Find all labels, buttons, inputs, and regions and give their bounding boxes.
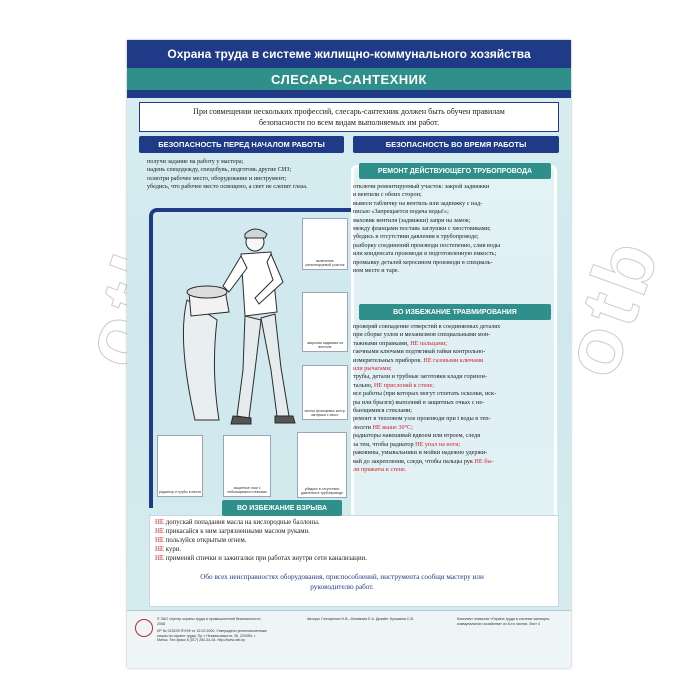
injury-text: измерительных приборов. — [353, 356, 424, 364]
pipe-repair-line: промывку деталей керосином производи в специаль- — [353, 258, 493, 266]
injury-warning: НЕ упал на ноги; — [415, 440, 461, 448]
pipe-repair-line: отключи ремонтируемый участок: закрой задвижки — [353, 183, 490, 190]
injury-line — [353, 424, 553, 432]
explosion-warning: НЕ — [155, 555, 165, 562]
goggles-image — [223, 435, 271, 497]
injury-line — [353, 323, 553, 331]
injury-warning: НЕ выше 30°С; — [372, 423, 413, 431]
explosion-line — [155, 536, 455, 545]
injury-text: ремонт в тепловом узле производи при t воды в теп- — [353, 415, 491, 423]
safety-poster — [127, 40, 571, 668]
goggles-caption: защитные очки с небьющимися стеклами — [227, 486, 267, 494]
injury-text: тально, — [353, 381, 374, 389]
pipe-repair-line: и вентили с обеих сторон; — [353, 191, 422, 199]
explosion-warning: НЕ — [155, 519, 165, 526]
during-work-heading: БЕЗОПАСНОСТЬ ВО ВРЕМЯ РАБОТЫ — [353, 136, 559, 153]
explosion-list — [155, 518, 455, 563]
pipe-repair-line: убедись в отсутствии давления в трубопроводе; — [353, 233, 479, 241]
injury-text: лосети — [353, 423, 373, 431]
injury-line — [353, 365, 553, 373]
flange-image — [302, 365, 348, 420]
injury-text: гаечными ключами подтягивай гайки контрольно- — [353, 348, 486, 356]
explosion-warning: НЕ — [155, 537, 165, 544]
injury-line — [353, 331, 553, 339]
injury-line — [353, 357, 553, 365]
injury-line — [353, 415, 553, 423]
injury-text: все работы (при которых могут отлетать осколки, иск- — [353, 390, 497, 398]
gauge-caption: убедись в отсутствии давления в трубопроводе — [300, 487, 344, 495]
injury-warning: НЕ газовыми ключами — [423, 356, 484, 364]
injury-text: при сборке узлов и механизмов специальными мон- — [353, 331, 491, 339]
pipe-repair-line: или конденсата производи в подготовленную емкость; — [353, 250, 497, 258]
footer-small-print: ЛР № 023109 ПУНФ от 15.02.2000. Утверждено уполномоченным лицом по охране труда. Пр-т Независимости, 36. 220050, г. Минск. Тел./факс 8 (017) 284-34-54. http://www.otb.by — [157, 629, 267, 642]
injury-line — [353, 348, 553, 356]
footer-set-info: Комплект плакатов «Охрана труда в системе жилищно-коммунального хозяйства» из 6-ти листов. Лист 4 — [457, 617, 551, 626]
before-work-item: осмотри рабочее место, оборудование и инструмент; — [147, 174, 287, 182]
injury-line — [353, 382, 553, 390]
pipe-repair-line: разборку соединений производи постепенно, слив воды — [353, 241, 501, 249]
gate-valve-caption: закрытая задвижка на вентиле — [306, 341, 344, 349]
injury-text: раковины, умывальники и мойки надежно удержи- — [353, 449, 488, 457]
injury-line — [353, 373, 553, 381]
before-work-list — [147, 158, 347, 192]
injury-line — [353, 449, 553, 457]
explosion-heading: ВО ИЗБЕЖАНИЕ ВЗРЫВА — [222, 500, 342, 516]
pressure-gauge-image — [297, 432, 347, 498]
injury-warning: ли прижаты к стене. — [353, 465, 407, 473]
header-strip — [127, 90, 571, 98]
explosion-warning: НЕ — [155, 528, 165, 535]
injury-warning: НЕ пальцами; — [410, 339, 448, 347]
poster-supertitle: Охрана труда в системе жилищно-коммунального хозяйства — [127, 40, 571, 68]
injury-text: вай до закрепления, следи, чтобы пальцы рук — [353, 457, 475, 465]
injury-warning: или рычагами; — [353, 365, 392, 373]
gate-valve-image — [302, 292, 348, 352]
footer-authors: Авторы: Гончаренко Н.В., Маликова Е.А. Дизайн: Кузьмина С.В. — [307, 617, 414, 621]
explosion-line — [155, 545, 455, 554]
before-work-item: получи задание на работу у мастера; — [147, 158, 244, 165]
watermark-right: otb — [544, 223, 677, 388]
explosion-text: применяй спички и зажигалки при работах внутри сети канализации. — [164, 555, 367, 562]
injury-text: радиаторы навешивай вдвоем или втроем, следя — [353, 432, 481, 440]
explosion-text: пользуйся открытым огнем. — [164, 537, 247, 544]
radiator-image — [157, 435, 203, 497]
before-work-item: надень спецодежду, спецобувь, подготовь другие СИЗ; — [147, 166, 292, 174]
injury-line — [353, 390, 553, 398]
injury-line — [353, 458, 553, 466]
before-work-heading: БЕЗОПАСНОСТЬ ПЕРЕД НАЧАЛОМ РАБОТЫ — [139, 136, 344, 153]
pipe-repair-line: писью «Запрещается подача воды!»; — [353, 208, 449, 216]
explosion-line — [155, 527, 455, 536]
injury-text: бьющимися стеклами; — [353, 407, 413, 415]
injury-warning: НЕ прислоняй к стене; — [374, 381, 434, 389]
injury-line — [353, 340, 553, 348]
injury-text: проверяй совпадение отверстий в соединяемых деталях — [353, 323, 501, 330]
explosion-note: Обо всех неисправностях оборудования, приспособлений, инструмента сообщи мастеру или руководителю работ. — [200, 573, 484, 591]
explosion-line — [155, 554, 455, 563]
injury-line — [353, 432, 553, 440]
poster-title: СЛЕСАРЬ-САНТЕХНИК — [127, 68, 571, 90]
pipe-repair-line: между фланцами поставь заглушки с хвостовиками; — [353, 225, 491, 233]
plumber-illustration — [167, 220, 302, 435]
intro-text: При совмещении нескольких профессий, слесарь-сантехник должен быть обучен правилам безопасности по всем видам выполняемых им работ. — [139, 102, 559, 132]
injury-text: ры или брызги) выполняй в защитных очках с не- — [353, 398, 485, 406]
injury-line — [353, 407, 553, 415]
valve-image — [302, 218, 348, 270]
explosion-text: допускай попадания масла на кислородные баллоны. — [164, 519, 320, 526]
injury-list — [353, 323, 553, 474]
publisher-logo-icon — [135, 619, 153, 637]
injury-warning: НЕ бы- — [474, 457, 494, 465]
pipe-repair-heading: РЕМОНТ ДЕЙСТВУЮЩЕГО ТРУБОПРОВОДА — [359, 163, 551, 179]
pipe-repair-line: ном месте и таре. — [353, 267, 400, 275]
footer-publisher: © ЗАО «Центр охраны труда и промышленной безопасности», 2008 — [157, 617, 262, 626]
flange-caption: чистка фланцевых контр. заглушки с хвост. — [304, 409, 346, 417]
explosion-warning: НЕ — [155, 546, 165, 553]
poster-footer — [127, 610, 571, 668]
injury-line — [353, 441, 553, 449]
injury-heading: ВО ИЗБЕЖАНИЕ ТРАВМИРОВАНИЯ — [359, 304, 551, 320]
injury-line — [353, 466, 553, 474]
pipe-repair-line: вывеси табличку на вентиль или задвижку с над- — [353, 199, 483, 207]
injury-text: за тем, чтобы радиатор — [353, 440, 416, 448]
valve-caption: включение ремонтируемой участок — [305, 259, 345, 267]
explosion-text: прикасайся к ним загрязненными маслом руками. — [164, 528, 310, 535]
injury-text: трубы, детали и трубные заготовки клади горизон- — [353, 373, 487, 381]
injury-line — [353, 399, 553, 407]
pipe-repair-list — [353, 183, 553, 275]
explosion-text: кури. — [164, 546, 182, 553]
radiator-caption: радиатор и трубы в месте — [158, 490, 202, 494]
injury-text: тажными оправками, — [353, 339, 411, 347]
explosion-line — [155, 518, 455, 527]
pipe-repair-line: маховик вентиля (задвижки) запри на замок; — [353, 216, 471, 224]
before-work-item: убедись, что рабочее место освещено, а свет не слепит глаза. — [147, 183, 308, 191]
